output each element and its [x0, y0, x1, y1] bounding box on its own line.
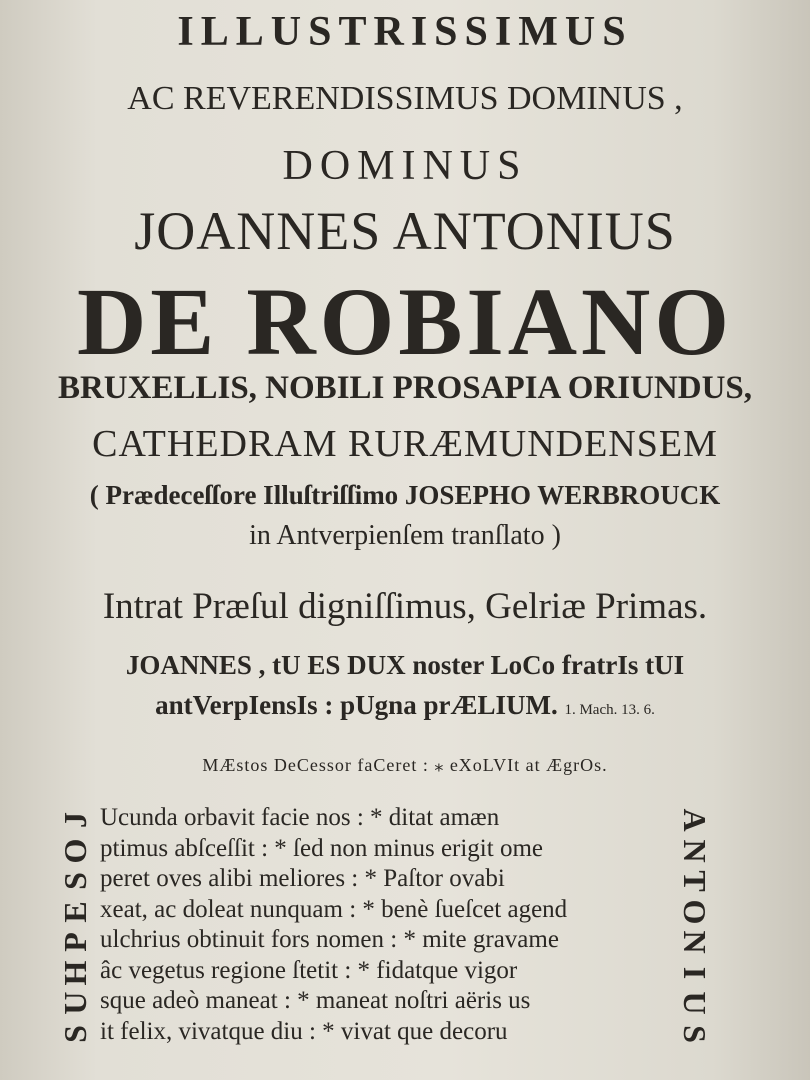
poem-line: it felix, vivatque diu : * vivat que decoru [100, 1017, 508, 1045]
acrostic-right-letter: N [677, 930, 713, 954]
poem-line: peret oves alibi meliores : * Paſtor ovabi [100, 865, 505, 892]
poem-line: ptimus abſceſſit : * ſed non minus erigit ome [100, 834, 543, 862]
acrostic-left-letter: U [57, 991, 93, 1015]
acrostic-left-letter: P [57, 932, 93, 952]
acrostic-right-letter: T [677, 870, 713, 892]
poem-line: âc vegetus regione ſtetit : * fidatque vigor [100, 956, 518, 984]
acrostic-poem [100, 803, 675, 1047]
poem-line: ulchrius obtinuit fors nomen : * mite gravame [100, 926, 559, 953]
acrostic-right-letter: N [677, 838, 713, 863]
chronogram-text-2: antVerpIensIs : pUgna prÆLIUM. [155, 690, 558, 720]
acrostic-left-letter: H [57, 960, 93, 985]
acrostic-right-letter: U [677, 991, 713, 1015]
acrostic-right-letter: S [677, 1024, 713, 1043]
acrostic-left-letter: S [57, 1024, 93, 1043]
primas-line: Intrat Præſul digniſſimus, Gelriæ Primas. [102, 586, 708, 627]
poem-line: xeat, ac doleat nunquam : * benè ſueſcet agend [100, 895, 568, 923]
title-line-3: DOMINUS [282, 143, 528, 189]
acrostic-left-letter: O [57, 838, 93, 863]
poem-line: sque adeò maneat : * maneat noſtri aëris us [100, 987, 531, 1014]
predecessor-line: ( Prædeceſſore Illuſtriſſimo JOSEPHO WERBROUCK [89, 480, 721, 510]
acrostic-right-letter: I [677, 966, 713, 979]
origin-line: BRUXELLIS, NOBILI PROSAPIA ORIUNDUS, [57, 370, 753, 406]
name-line: JOANNES ANTONIUS [134, 201, 676, 261]
chronogram-line-1: JOANNES , tU ES DUX noster LoCo fratrIs tUI [125, 650, 685, 680]
translation-line: in Antverpienſem tranſlato ) [249, 520, 561, 551]
chronogram-line-3: MÆstos DeCessor faCeret : ⁎ eXoLVIt at ÆgrOs. [202, 755, 608, 775]
acrostic-left-letter: S [57, 872, 93, 890]
acrostic-right-letter: O [677, 899, 713, 924]
acrostic-left-letter: J [57, 812, 93, 828]
acrostic-right-letter: A [677, 808, 713, 832]
title-line-1: ILLUSTRISSIMUS [177, 9, 633, 55]
poem-line: Ucunda orbavit facie nos : * ditat amæn [100, 804, 500, 831]
chronogram-line-2 [0, 690, 810, 721]
title-line-2: AC REVERENDISSIMUS DOMINUS , [127, 80, 683, 117]
surname-line: DE ROBIANO [76, 268, 734, 375]
acrostic-left-letter: E [57, 900, 93, 923]
cathedral-line: CATHEDRAM RURÆMUNDENSEM [92, 423, 718, 465]
bible-reference: 1. Mach. 13. 6. [564, 702, 655, 718]
